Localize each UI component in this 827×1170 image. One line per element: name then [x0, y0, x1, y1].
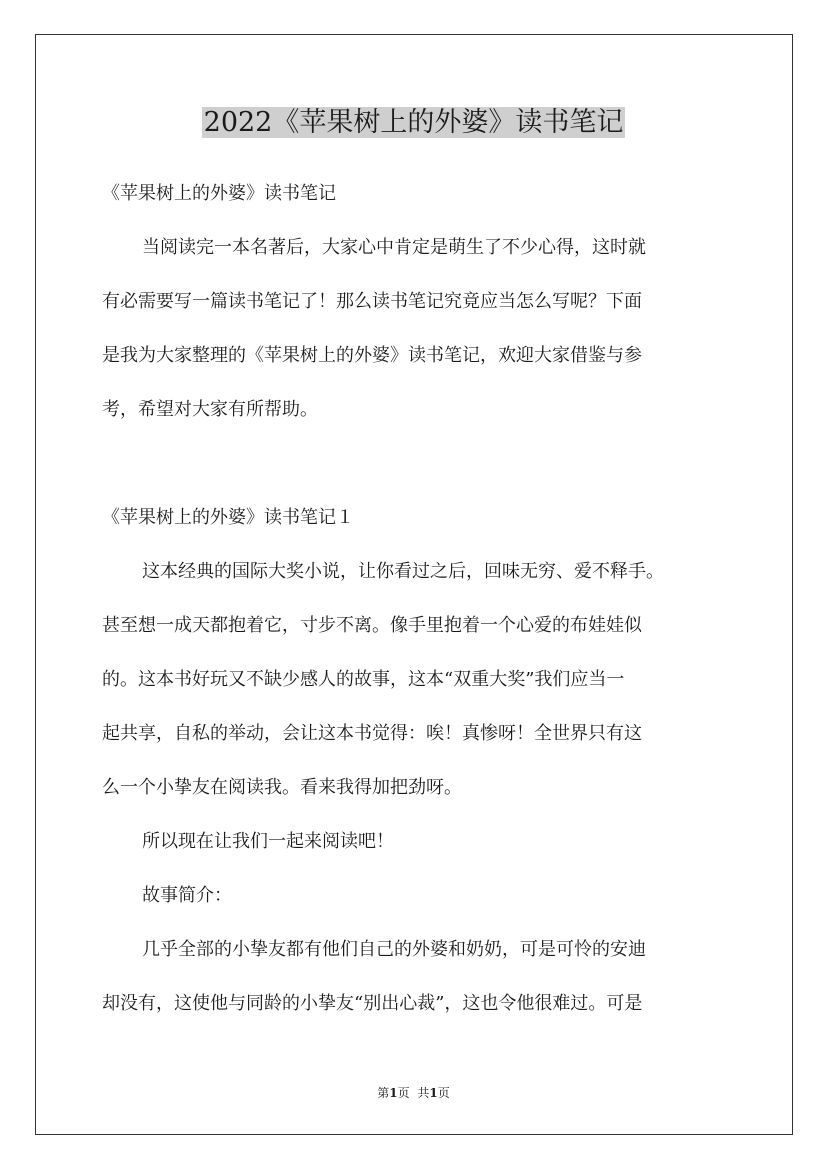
- para3: 故事简介：: [142, 885, 232, 906]
- para1-line-3: 的。这本书好玩又不缺少感人的故事，这本“双重大奖”我们应当一: [102, 669, 625, 690]
- page-footer: [0, 1085, 827, 1101]
- para1-line-5: 么一个小挚友在阅读我。看来我得加把劲呀。: [102, 777, 462, 798]
- footer-page-prefix: 第: [377, 1086, 390, 1100]
- para4-line-1: 几乎全部的小挚友都有他们自己的外婆和奶奶，可是可怜的安迪: [142, 939, 646, 960]
- intro-line-2: 有必需要写一篇读书笔记了！那么读书笔记究竟应当怎么写呢？下面: [102, 291, 642, 312]
- footer-total-suffix: 页: [437, 1086, 450, 1100]
- footer-page-number: 1: [389, 1086, 398, 1100]
- para1-line-1: 这本经典的国际大奖小说，让你看过之后，回味无穷、爱不释手。: [142, 561, 664, 582]
- footer-total-number: 1: [429, 1086, 438, 1100]
- para1-line-2: 甚至想一成天都抱着它，寸步不离。像手里抱着一个心爱的布娃娃似: [102, 615, 642, 636]
- footer-total-prefix: 共: [417, 1086, 430, 1100]
- subtitle: 《苹果树上的外婆》读书笔记: [102, 183, 336, 204]
- document-title: 2022《苹果树上的外婆》读书笔记: [203, 107, 624, 138]
- footer-page-suffix: 页: [397, 1086, 410, 1100]
- para4-line-2: 却没有，这使他与同龄的小挚友“别出心裁”，这也令他很难过。可是: [102, 993, 643, 1014]
- para1-line-4: 起共享，自私的举动，会让这本书觉得：唉！真惨呀！全世界只有这: [102, 723, 642, 744]
- intro-line-4: 考，希望对大家有所帮助。: [102, 399, 318, 420]
- section-heading: 《苹果树上的外婆》读书笔记１: [102, 507, 354, 528]
- intro-line-3: 是我为大家整理的《苹果树上的外婆》读书笔记，欢迎大家借鉴与参: [102, 345, 642, 366]
- intro-line-1: 当阅读完一本名著后，大家心中肯定是萌生了不少心得，这时就: [142, 237, 646, 258]
- para2: 所以现在让我们一起来阅读吧！: [142, 831, 394, 852]
